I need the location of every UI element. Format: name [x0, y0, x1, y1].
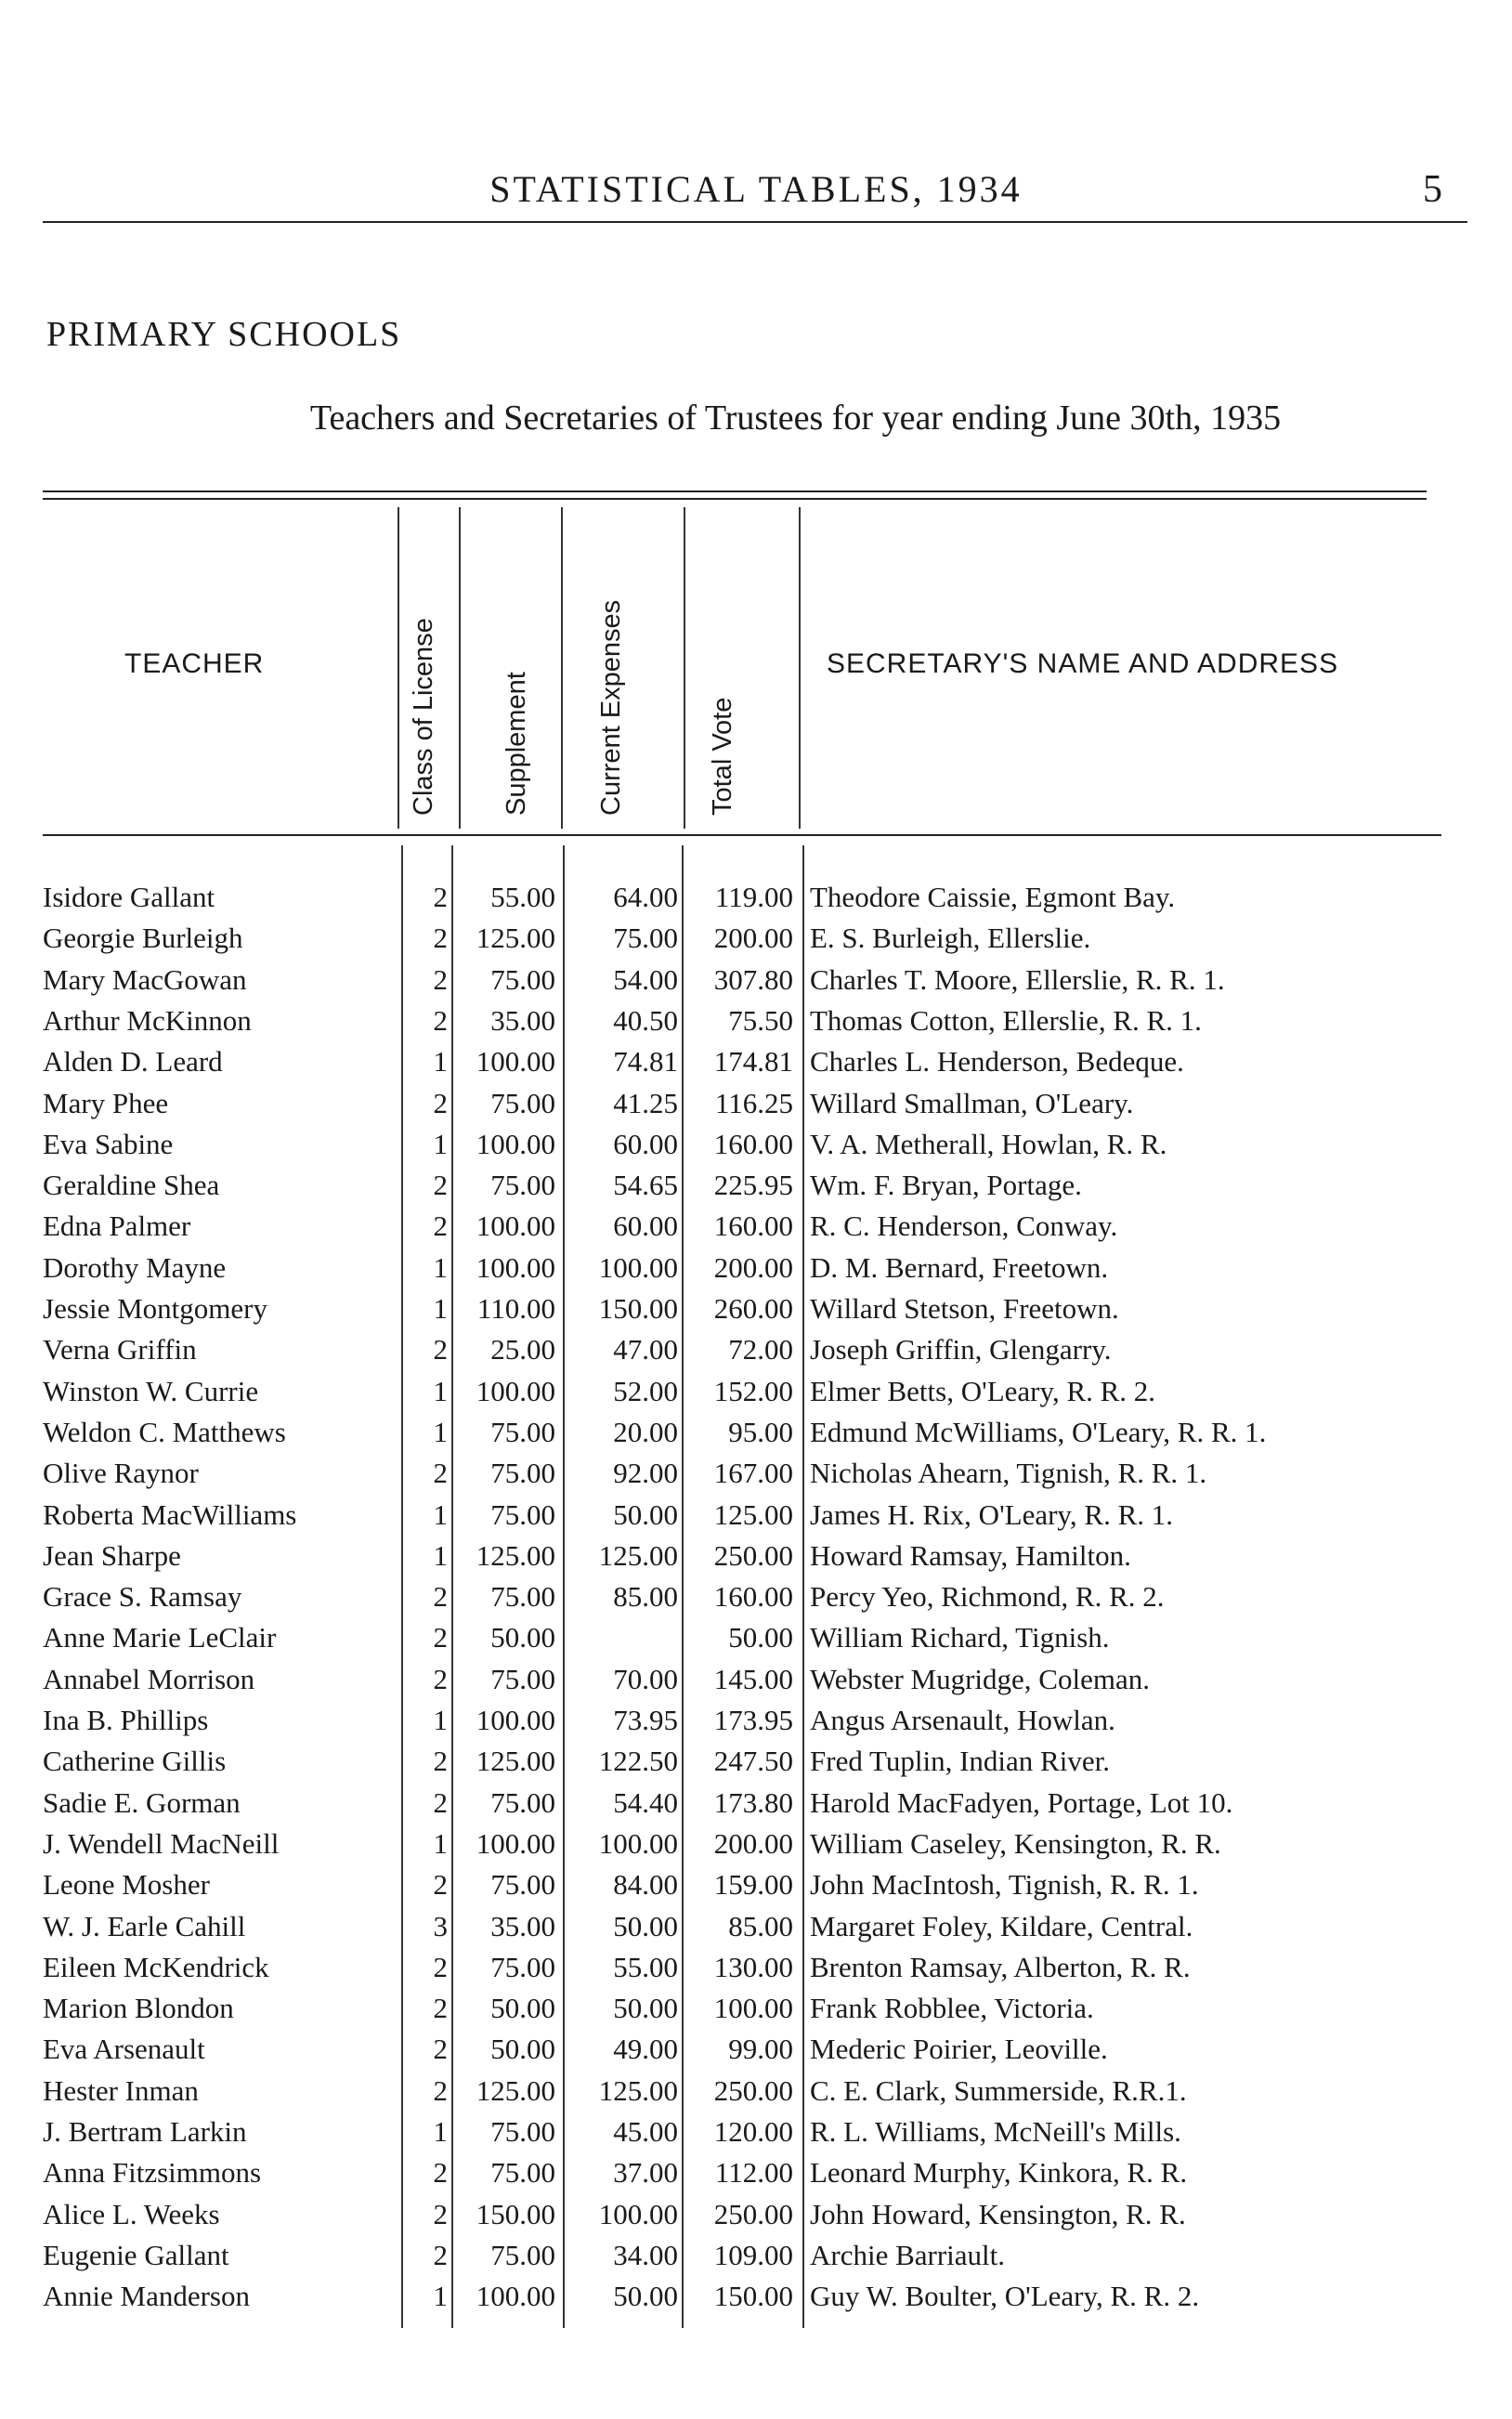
- cell-teacher: Eugenie Gallant: [43, 2238, 229, 2271]
- cell-class-of-license: 3: [433, 1909, 448, 1942]
- cell-class-of-license: 2: [433, 2197, 448, 2230]
- cell-class-of-license: 2: [433, 1868, 448, 1902]
- cell-current-expenses: 52.00: [613, 1374, 678, 1407]
- cell-secretary: Frank Robblee, Victoria.: [810, 1992, 1094, 2025]
- cell-supplement: 100.00: [476, 1127, 555, 1160]
- table-row: [0, 1041, 1512, 1082]
- cell-supplement: 25.00: [490, 1333, 555, 1366]
- cell-class-of-license: 1: [433, 1826, 448, 1860]
- cell-total-vote: 250.00: [713, 2197, 793, 2230]
- cell-class-of-license: 1: [433, 1415, 448, 1448]
- cell-secretary: E. S. Burleigh, Ellerslie.: [810, 922, 1091, 955]
- cell-total-vote: 247.50: [713, 1745, 793, 1778]
- column-divider: [398, 507, 399, 829]
- table-row: [0, 1412, 1512, 1453]
- cell-total-vote: 173.80: [713, 1785, 793, 1819]
- cell-total-vote: 160.00: [713, 1210, 793, 1243]
- table-row: [0, 1000, 1512, 1041]
- cell-current-expenses: 54.65: [613, 1169, 678, 1202]
- cell-current-expenses: 60.00: [613, 1127, 678, 1160]
- cell-current-expenses: 60.00: [613, 1210, 678, 1243]
- cell-current-expenses: 54.00: [613, 962, 678, 996]
- table-row: [0, 1988, 1512, 2029]
- table-row: [0, 1576, 1512, 1617]
- cell-total-vote: 200.00: [713, 1826, 793, 1860]
- cell-teacher: Verna Griffin: [43, 1333, 197, 1366]
- cell-teacher: Anna Fitzsimmons: [43, 2156, 262, 2190]
- cell-secretary: Webster Mugridge, Coleman.: [810, 1662, 1150, 1695]
- cell-secretary: Charles T. Moore, Ellerslie, R. R. 1.: [810, 962, 1225, 996]
- table-top-rule-second: [43, 498, 1427, 500]
- cell-current-expenses: 150.00: [598, 1292, 678, 1325]
- cell-current-expenses: 74.81: [613, 1045, 678, 1079]
- cell-total-vote: 260.00: [713, 1292, 793, 1325]
- section-subtitle: Teachers and Secretaries of Trustees for year ending June 30th, 1935: [309, 399, 1282, 438]
- cell-teacher: Sadie E. Gorman: [43, 1785, 241, 1819]
- cell-class-of-license: 2: [433, 1210, 448, 1243]
- cell-class-of-license: 2: [433, 1992, 448, 2025]
- cell-current-expenses: 64.00: [613, 881, 678, 913]
- column-divider: [561, 507, 563, 829]
- cell-class-of-license: 1: [433, 1497, 448, 1531]
- table-row: [0, 1288, 1512, 1329]
- cell-supplement: 75.00: [490, 2115, 555, 2148]
- cell-teacher: Edna Palmer: [43, 1210, 191, 1243]
- header-supplement: Supplement: [502, 672, 531, 816]
- cell-secretary: Fred Tuplin, Indian River.: [810, 1745, 1110, 1778]
- table-row: [0, 1783, 1512, 1824]
- cell-total-vote: 85.00: [728, 1909, 793, 1942]
- cell-secretary: Brenton Ramsay, Alberton, R. R.: [810, 1950, 1191, 1983]
- column-divider: [684, 507, 685, 829]
- header-secretary: SECRETARY'S NAME AND ADDRESS: [827, 648, 1339, 679]
- cell-current-expenses: 73.95: [613, 1704, 678, 1736]
- cell-secretary: Howard Ramsay, Hamilton.: [810, 1538, 1131, 1572]
- cell-secretary: Willard Smallman, O'Leary.: [810, 1086, 1134, 1119]
- cell-total-vote: 307.80: [713, 962, 793, 996]
- cell-supplement: 110.00: [476, 1292, 555, 1325]
- cell-supplement: 75.00: [490, 2238, 555, 2271]
- cell-teacher: Eva Arsenault: [43, 2033, 205, 2066]
- cell-total-vote: 200.00: [713, 1250, 793, 1284]
- cell-current-expenses: 50.00: [613, 1909, 678, 1942]
- table-row: [0, 1700, 1512, 1741]
- cell-teacher: Alice L. Weeks: [43, 2197, 220, 2230]
- cell-current-expenses: 41.25: [613, 1086, 678, 1119]
- cell-teacher: Grace S. Ramsay: [43, 1580, 242, 1614]
- cell-class-of-license: 2: [433, 1745, 448, 1778]
- cell-total-vote: 225.95: [713, 1169, 793, 1202]
- cell-class-of-license: 2: [433, 962, 448, 996]
- cell-current-expenses: 125.00: [598, 2073, 678, 2107]
- cell-current-expenses: 100.00: [598, 1250, 678, 1284]
- cell-supplement: 100.00: [476, 1210, 555, 1243]
- cell-current-expenses: 49.00: [613, 2033, 678, 2066]
- cell-teacher: Hester Inman: [43, 2073, 199, 2107]
- cell-teacher: Annabel Morrison: [43, 1662, 255, 1695]
- table-row: [0, 1083, 1512, 1124]
- table-row: [0, 1371, 1512, 1412]
- cell-current-expenses: 70.00: [613, 1662, 678, 1695]
- cell-teacher: J. Wendell MacNeill: [43, 1826, 280, 1860]
- cell-total-vote: 130.00: [713, 1950, 793, 1983]
- cell-teacher: Anne Marie LeClair: [43, 1621, 277, 1654]
- cell-class-of-license: 2: [433, 881, 448, 913]
- cell-secretary: Nicholas Ahearn, Tignish, R. R. 1.: [810, 1457, 1207, 1490]
- cell-class-of-license: 1: [433, 1704, 448, 1736]
- cell-secretary: D. M. Bernard, Freetown.: [810, 1250, 1109, 1284]
- cell-teacher: Georgie Burleigh: [43, 922, 243, 955]
- table-row: [0, 1329, 1512, 1370]
- cell-class-of-license: 1: [433, 2115, 448, 2148]
- cell-class-of-license: 1: [433, 1250, 448, 1284]
- table-row: [0, 2194, 1512, 2235]
- cell-supplement: 75.00: [490, 1868, 555, 1902]
- cell-total-vote: 95.00: [728, 1415, 793, 1448]
- header-current-expenses: Current Expenses: [596, 599, 626, 816]
- cell-class-of-license: 1: [433, 1292, 448, 1325]
- cell-current-expenses: 122.50: [598, 1745, 678, 1778]
- cell-secretary: William Richard, Tignish.: [810, 1621, 1110, 1654]
- cell-supplement: 75.00: [490, 1169, 555, 1202]
- cell-teacher: Isidore Gallant: [43, 881, 215, 913]
- cell-secretary: Charles L. Henderson, Bedeque.: [810, 1045, 1184, 1079]
- table-row: [0, 2276, 1512, 2317]
- cell-teacher: Mary MacGowan: [43, 962, 247, 996]
- cell-class-of-license: 2: [433, 1086, 448, 1119]
- cell-teacher: Leone Mosher: [43, 1868, 210, 1902]
- table-row: [0, 2071, 1512, 2112]
- cell-secretary: Elmer Betts, O'Leary, R. R. 2.: [810, 1374, 1156, 1407]
- cell-class-of-license: 2: [433, 1785, 448, 1819]
- cell-class-of-license: 2: [433, 1003, 448, 1037]
- cell-total-vote: 119.00: [714, 881, 793, 913]
- table-row: [0, 1248, 1512, 1288]
- cell-total-vote: 159.00: [713, 1868, 793, 1902]
- cell-teacher: Olive Raynor: [43, 1457, 199, 1490]
- cell-current-expenses: 85.00: [613, 1580, 678, 1614]
- cell-total-vote: 75.50: [728, 1003, 793, 1037]
- cell-supplement: 35.00: [490, 1003, 555, 1037]
- cell-secretary: Mederic Poirier, Leoville.: [810, 2033, 1108, 2066]
- cell-current-expenses: 45.00: [613, 2115, 678, 2148]
- cell-teacher: Jessie Montgomery: [43, 1292, 267, 1325]
- table-row: [0, 2112, 1512, 2152]
- cell-teacher: Geraldine Shea: [43, 1169, 220, 1202]
- cell-total-vote: 109.00: [713, 2238, 793, 2271]
- cell-total-vote: 150.00: [713, 2280, 793, 2313]
- table-row: [0, 1165, 1512, 1206]
- cell-total-vote: 72.00: [728, 1333, 793, 1366]
- cell-current-expenses: 92.00: [613, 1457, 678, 1490]
- table-row: [0, 1741, 1512, 1782]
- table-row: [0, 1206, 1512, 1247]
- cell-current-expenses: 84.00: [613, 1868, 678, 1902]
- cell-total-vote: 250.00: [713, 2073, 793, 2107]
- header-bottom-rule: [43, 834, 1441, 836]
- cell-current-expenses: 40.50: [613, 1003, 678, 1037]
- section-title: PRIMARY SCHOOLS: [46, 315, 402, 354]
- column-divider: [799, 507, 801, 829]
- cell-secretary: John MacIntosh, Tignish, R. R. 1.: [810, 1868, 1199, 1902]
- header-class-of-license: Class of License: [409, 618, 438, 816]
- cell-supplement: 100.00: [476, 1250, 555, 1284]
- cell-class-of-license: 1: [433, 1374, 448, 1407]
- cell-supplement: 75.00: [490, 1662, 555, 1695]
- cell-class-of-license: 1: [433, 1127, 448, 1160]
- cell-teacher: Ina B. Phillips: [43, 1704, 209, 1736]
- cell-secretary: Leonard Murphy, Kinkora, R. R.: [810, 2156, 1188, 2190]
- column-divider: [459, 507, 461, 829]
- cell-class-of-license: 2: [433, 2238, 448, 2271]
- cell-supplement: 75.00: [490, 962, 555, 996]
- cell-current-expenses: 125.00: [598, 1538, 678, 1572]
- cell-total-vote: 125.00: [713, 1497, 793, 1531]
- cell-secretary: John Howard, Kensington, R. R.: [810, 2197, 1186, 2230]
- table-row: [0, 1453, 1512, 1494]
- cell-current-expenses: 50.00: [613, 2280, 678, 2313]
- cell-current-expenses: 75.00: [613, 922, 678, 955]
- cell-secretary: R. C. Henderson, Conway.: [810, 1210, 1118, 1243]
- cell-supplement: 75.00: [490, 1580, 555, 1614]
- cell-supplement: 125.00: [476, 1745, 555, 1778]
- cell-supplement: 100.00: [476, 1045, 555, 1079]
- cell-secretary: V. A. Metherall, Howlan, R. R.: [810, 1127, 1167, 1160]
- table-row: [0, 1906, 1512, 1947]
- cell-secretary: William Caseley, Kensington, R. R.: [810, 1826, 1221, 1860]
- cell-total-vote: 200.00: [713, 922, 793, 955]
- table-row: [0, 2152, 1512, 2193]
- cell-current-expenses: 34.00: [613, 2238, 678, 2271]
- cell-current-expenses: 47.00: [613, 1333, 678, 1366]
- page-number: 5: [1423, 168, 1442, 211]
- cell-secretary: Wm. F. Bryan, Portage.: [810, 1169, 1082, 1202]
- cell-teacher: Mary Phee: [43, 1086, 169, 1119]
- cell-class-of-license: 2: [433, 922, 448, 955]
- cell-supplement: 100.00: [476, 1374, 555, 1407]
- table-top-rule: [43, 490, 1427, 492]
- cell-supplement: 50.00: [490, 2033, 555, 2066]
- cell-supplement: 75.00: [490, 1950, 555, 1983]
- cell-class-of-license: 2: [433, 2073, 448, 2107]
- cell-class-of-license: 2: [433, 1950, 448, 1983]
- cell-supplement: 125.00: [476, 2073, 555, 2107]
- cell-supplement: 75.00: [490, 1086, 555, 1119]
- cell-secretary: Joseph Griffin, Glengarry.: [810, 1333, 1112, 1366]
- cell-teacher: Jean Sharpe: [43, 1538, 181, 1572]
- cell-current-expenses: 54.40: [613, 1785, 678, 1819]
- cell-total-vote: 99.00: [728, 2033, 793, 2066]
- cell-secretary: James H. Rix, O'Leary, R. R. 1.: [810, 1497, 1174, 1531]
- cell-secretary: Guy W. Boulter, O'Leary, R. R. 2.: [810, 2280, 1200, 2313]
- cell-current-expenses: 50.00: [613, 1497, 678, 1531]
- cell-total-vote: 112.00: [714, 2156, 793, 2190]
- cell-total-vote: 173.95: [713, 1704, 793, 1736]
- cell-class-of-license: 2: [433, 2156, 448, 2190]
- table-row: [0, 1536, 1512, 1576]
- cell-supplement: 75.00: [490, 2156, 555, 2190]
- cell-supplement: 55.00: [490, 881, 555, 913]
- cell-teacher: J. Bertram Larkin: [43, 2115, 247, 2148]
- cell-secretary: Theodore Caissie, Egmont Bay.: [810, 881, 1176, 913]
- table-row: [0, 1824, 1512, 1864]
- cell-class-of-license: 1: [433, 1538, 448, 1572]
- table-row: [0, 1124, 1512, 1165]
- cell-secretary: R. L. Williams, McNeill's Mills.: [810, 2115, 1181, 2148]
- cell-teacher: Roberta MacWilliams: [43, 1497, 297, 1531]
- cell-supplement: 50.00: [490, 1992, 555, 2025]
- cell-supplement: 125.00: [476, 1538, 555, 1572]
- cell-supplement: 100.00: [476, 2280, 555, 2313]
- cell-secretary: Harold MacFadyen, Portage, Lot 10.: [810, 1785, 1233, 1819]
- table-row: [0, 1495, 1512, 1536]
- cell-secretary: Margaret Foley, Kildare, Central.: [810, 1909, 1193, 1942]
- table-row: [0, 918, 1512, 959]
- cell-teacher: Arthur McKinnon: [43, 1003, 252, 1037]
- cell-secretary: Edmund McWilliams, O'Leary, R. R. 1.: [810, 1415, 1267, 1448]
- table-row: [0, 1864, 1512, 1905]
- cell-teacher: Alden D. Leard: [43, 1045, 223, 1079]
- cell-supplement: 75.00: [490, 1785, 555, 1819]
- cell-teacher: Annie Manderson: [43, 2280, 250, 2313]
- cell-teacher: Eileen McKendrick: [43, 1950, 269, 1983]
- cell-total-vote: 145.00: [713, 1662, 793, 1695]
- table-row: [0, 877, 1512, 918]
- header-teacher: TEACHER: [124, 648, 265, 679]
- cell-teacher: Winston W. Currie: [43, 1374, 259, 1407]
- cell-secretary: C. E. Clark, Summerside, R.R.1.: [810, 2073, 1187, 2107]
- header-rule: [43, 221, 1467, 223]
- cell-total-vote: 160.00: [713, 1127, 793, 1160]
- cell-supplement: 50.00: [490, 1621, 555, 1654]
- cell-teacher: Weldon C. Matthews: [43, 1415, 286, 1448]
- cell-teacher: Marion Blondon: [43, 1992, 234, 2025]
- cell-supplement: 75.00: [490, 1457, 555, 1490]
- table-row: [0, 960, 1512, 1000]
- cell-class-of-license: 2: [433, 1457, 448, 1490]
- cell-teacher: Dorothy Mayne: [43, 1250, 227, 1284]
- cell-total-vote: 174.81: [713, 1045, 793, 1079]
- cell-supplement: 75.00: [490, 1497, 555, 1531]
- table-row: [0, 2235, 1512, 2276]
- cell-current-expenses: 37.00: [613, 2156, 678, 2190]
- cell-class-of-license: 2: [433, 2033, 448, 2066]
- cell-total-vote: 152.00: [713, 1374, 793, 1407]
- cell-class-of-license: 2: [433, 1662, 448, 1695]
- cell-total-vote: 250.00: [713, 1538, 793, 1572]
- table-row: [0, 1617, 1512, 1658]
- cell-teacher: Eva Sabine: [43, 1127, 174, 1160]
- table-row: [0, 1659, 1512, 1700]
- cell-supplement: 100.00: [476, 1704, 555, 1736]
- cell-supplement: 125.00: [476, 922, 555, 955]
- cell-current-expenses: 100.00: [598, 1826, 678, 1860]
- cell-current-expenses: 55.00: [613, 1950, 678, 1983]
- cell-total-vote: 116.25: [714, 1086, 793, 1119]
- cell-class-of-license: 2: [433, 1169, 448, 1202]
- cell-supplement: 35.00: [490, 1909, 555, 1942]
- cell-secretary: Thomas Cotton, Ellerslie, R. R. 1.: [810, 1003, 1202, 1037]
- cell-supplement: 100.00: [476, 1826, 555, 1860]
- cell-class-of-license: 2: [433, 1580, 448, 1614]
- cell-secretary: Willard Stetson, Freetown.: [810, 1292, 1119, 1325]
- cell-secretary: Angus Arsenault, Howlan.: [810, 1704, 1115, 1736]
- cell-supplement: 75.00: [490, 1415, 555, 1448]
- cell-total-vote: 160.00: [713, 1580, 793, 1614]
- cell-teacher: W. J. Earle Cahill: [43, 1909, 246, 1942]
- cell-current-expenses: 20.00: [613, 1415, 678, 1448]
- cell-secretary: Percy Yeo, Richmond, R. R. 2.: [810, 1580, 1165, 1614]
- header-total-vote: Total Vote: [708, 697, 737, 816]
- table-row: [0, 1947, 1512, 1988]
- cell-teacher: Catherine Gillis: [43, 1745, 227, 1778]
- cell-class-of-license: 1: [433, 1045, 448, 1079]
- cell-supplement: 150.00: [476, 2197, 555, 2230]
- cell-class-of-license: 2: [433, 1621, 448, 1654]
- cell-secretary: Archie Barriault.: [810, 2238, 1006, 2271]
- cell-class-of-license: 1: [433, 2280, 448, 2313]
- cell-total-vote: 167.00: [713, 1457, 793, 1490]
- cell-total-vote: 100.00: [713, 1992, 793, 2025]
- cell-current-expenses: 50.00: [613, 1992, 678, 2025]
- cell-class-of-license: 2: [433, 1333, 448, 1366]
- table-row: [0, 2029, 1512, 2070]
- running-head: STATISTICAL TABLES, 1934: [489, 168, 1023, 210]
- cell-current-expenses: 100.00: [598, 2197, 678, 2230]
- cell-total-vote: 120.00: [713, 2115, 793, 2148]
- cell-total-vote: 50.00: [728, 1621, 793, 1654]
